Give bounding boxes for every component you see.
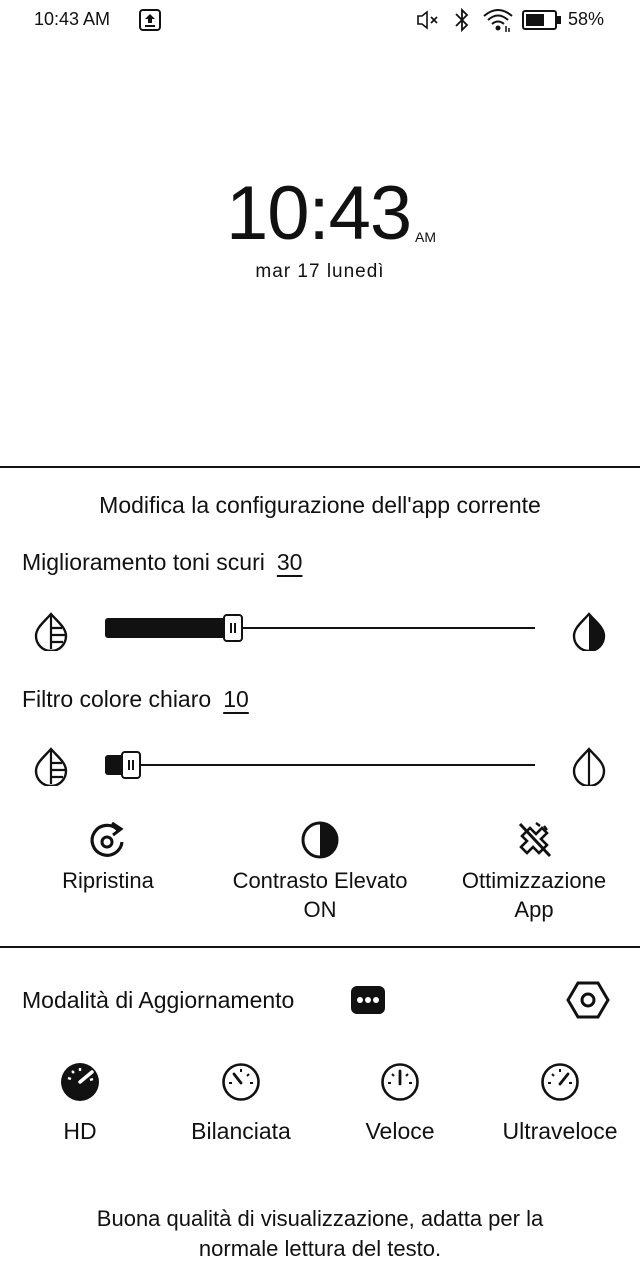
mode-hd-label: HD	[63, 1118, 97, 1144]
mode-balanced-label: Bilanciata	[191, 1118, 291, 1144]
dark-tone-label: Miglioramento toni scuri	[22, 549, 265, 575]
more-options-icon[interactable]	[350, 985, 386, 1015]
dark-tone-slider[interactable]	[105, 627, 535, 629]
outline-drop-icon[interactable]	[569, 746, 609, 786]
bluetooth-icon	[452, 7, 472, 33]
app-optimization-icon	[514, 820, 554, 860]
light-filter-slider[interactable]	[105, 764, 535, 766]
mode-fast-label: Veloce	[365, 1118, 435, 1144]
description-line-2: normale lettura del testo.	[198, 1236, 442, 1261]
battery-icon	[522, 9, 562, 31]
high-contrast-label: Contrasto Elevato	[232, 868, 408, 893]
refresh-mode-title: Modalità di Aggiornamento	[22, 987, 295, 1013]
clock-time: 10:43	[226, 171, 412, 256]
mode-ultrafast-label: Ultraveloce	[502, 1118, 618, 1144]
mute-icon	[416, 9, 440, 31]
dark-tone-value[interactable]: 30	[276, 549, 303, 575]
contrast-drop-icon[interactable]	[569, 611, 609, 651]
reset-icon	[88, 820, 128, 860]
light-filter-thumb[interactable]	[121, 751, 141, 779]
light-filter-label: Filtro colore chiaro	[22, 686, 212, 712]
high-contrast-button[interactable]	[215, 818, 425, 928]
description-line-1: Buona qualità di visualizzazione, adatta per la	[96, 1206, 544, 1231]
reset-label: Ripristina	[62, 868, 154, 893]
status-time: 10:43 AM	[34, 9, 111, 29]
battery-percent: 58%	[568, 9, 605, 29]
high-contrast-state: ON	[303, 897, 337, 922]
mode-fast[interactable]	[350, 1060, 450, 1150]
mode-ultrafast[interactable]	[492, 1060, 628, 1150]
mode-balanced[interactable]	[176, 1060, 306, 1150]
balanced-gauge-icon	[221, 1062, 261, 1102]
upload-icon	[138, 8, 162, 32]
reset-button[interactable]	[40, 818, 176, 898]
app-optimization-button[interactable]	[448, 818, 620, 928]
clock-date: mar 17 lunedì	[255, 261, 385, 282]
dark-tone-fill	[105, 618, 228, 638]
app-optimization-label-2: App	[514, 897, 554, 922]
light-filter-setting	[22, 686, 249, 713]
high-contrast-icon	[300, 820, 340, 860]
light-filter-value[interactable]: 10	[223, 686, 249, 712]
fast-gauge-icon	[380, 1062, 420, 1102]
clock-ampm: AM	[415, 229, 436, 245]
light-drop-icon-2[interactable]	[31, 746, 71, 786]
refresh-mode-description	[0, 1204, 640, 1264]
mode-hd[interactable]	[40, 1060, 120, 1150]
wifi-icon	[482, 7, 514, 33]
app-optimization-label: Ottimizzazione	[461, 868, 607, 893]
light-drop-icon[interactable]	[31, 611, 71, 651]
panel-divider-bottom	[0, 946, 640, 948]
settings-hexagon-icon[interactable]	[566, 980, 610, 1020]
hd-gauge-icon	[60, 1062, 100, 1102]
dark-tone-thumb[interactable]	[223, 614, 243, 642]
light-filter-track[interactable]	[105, 764, 535, 766]
panel-title: Modifica la configurazione dell'app corrente	[99, 492, 541, 518]
dark-tone-setting	[22, 549, 302, 576]
panel-divider-top	[0, 466, 640, 468]
ultrafast-gauge-icon	[540, 1062, 580, 1102]
